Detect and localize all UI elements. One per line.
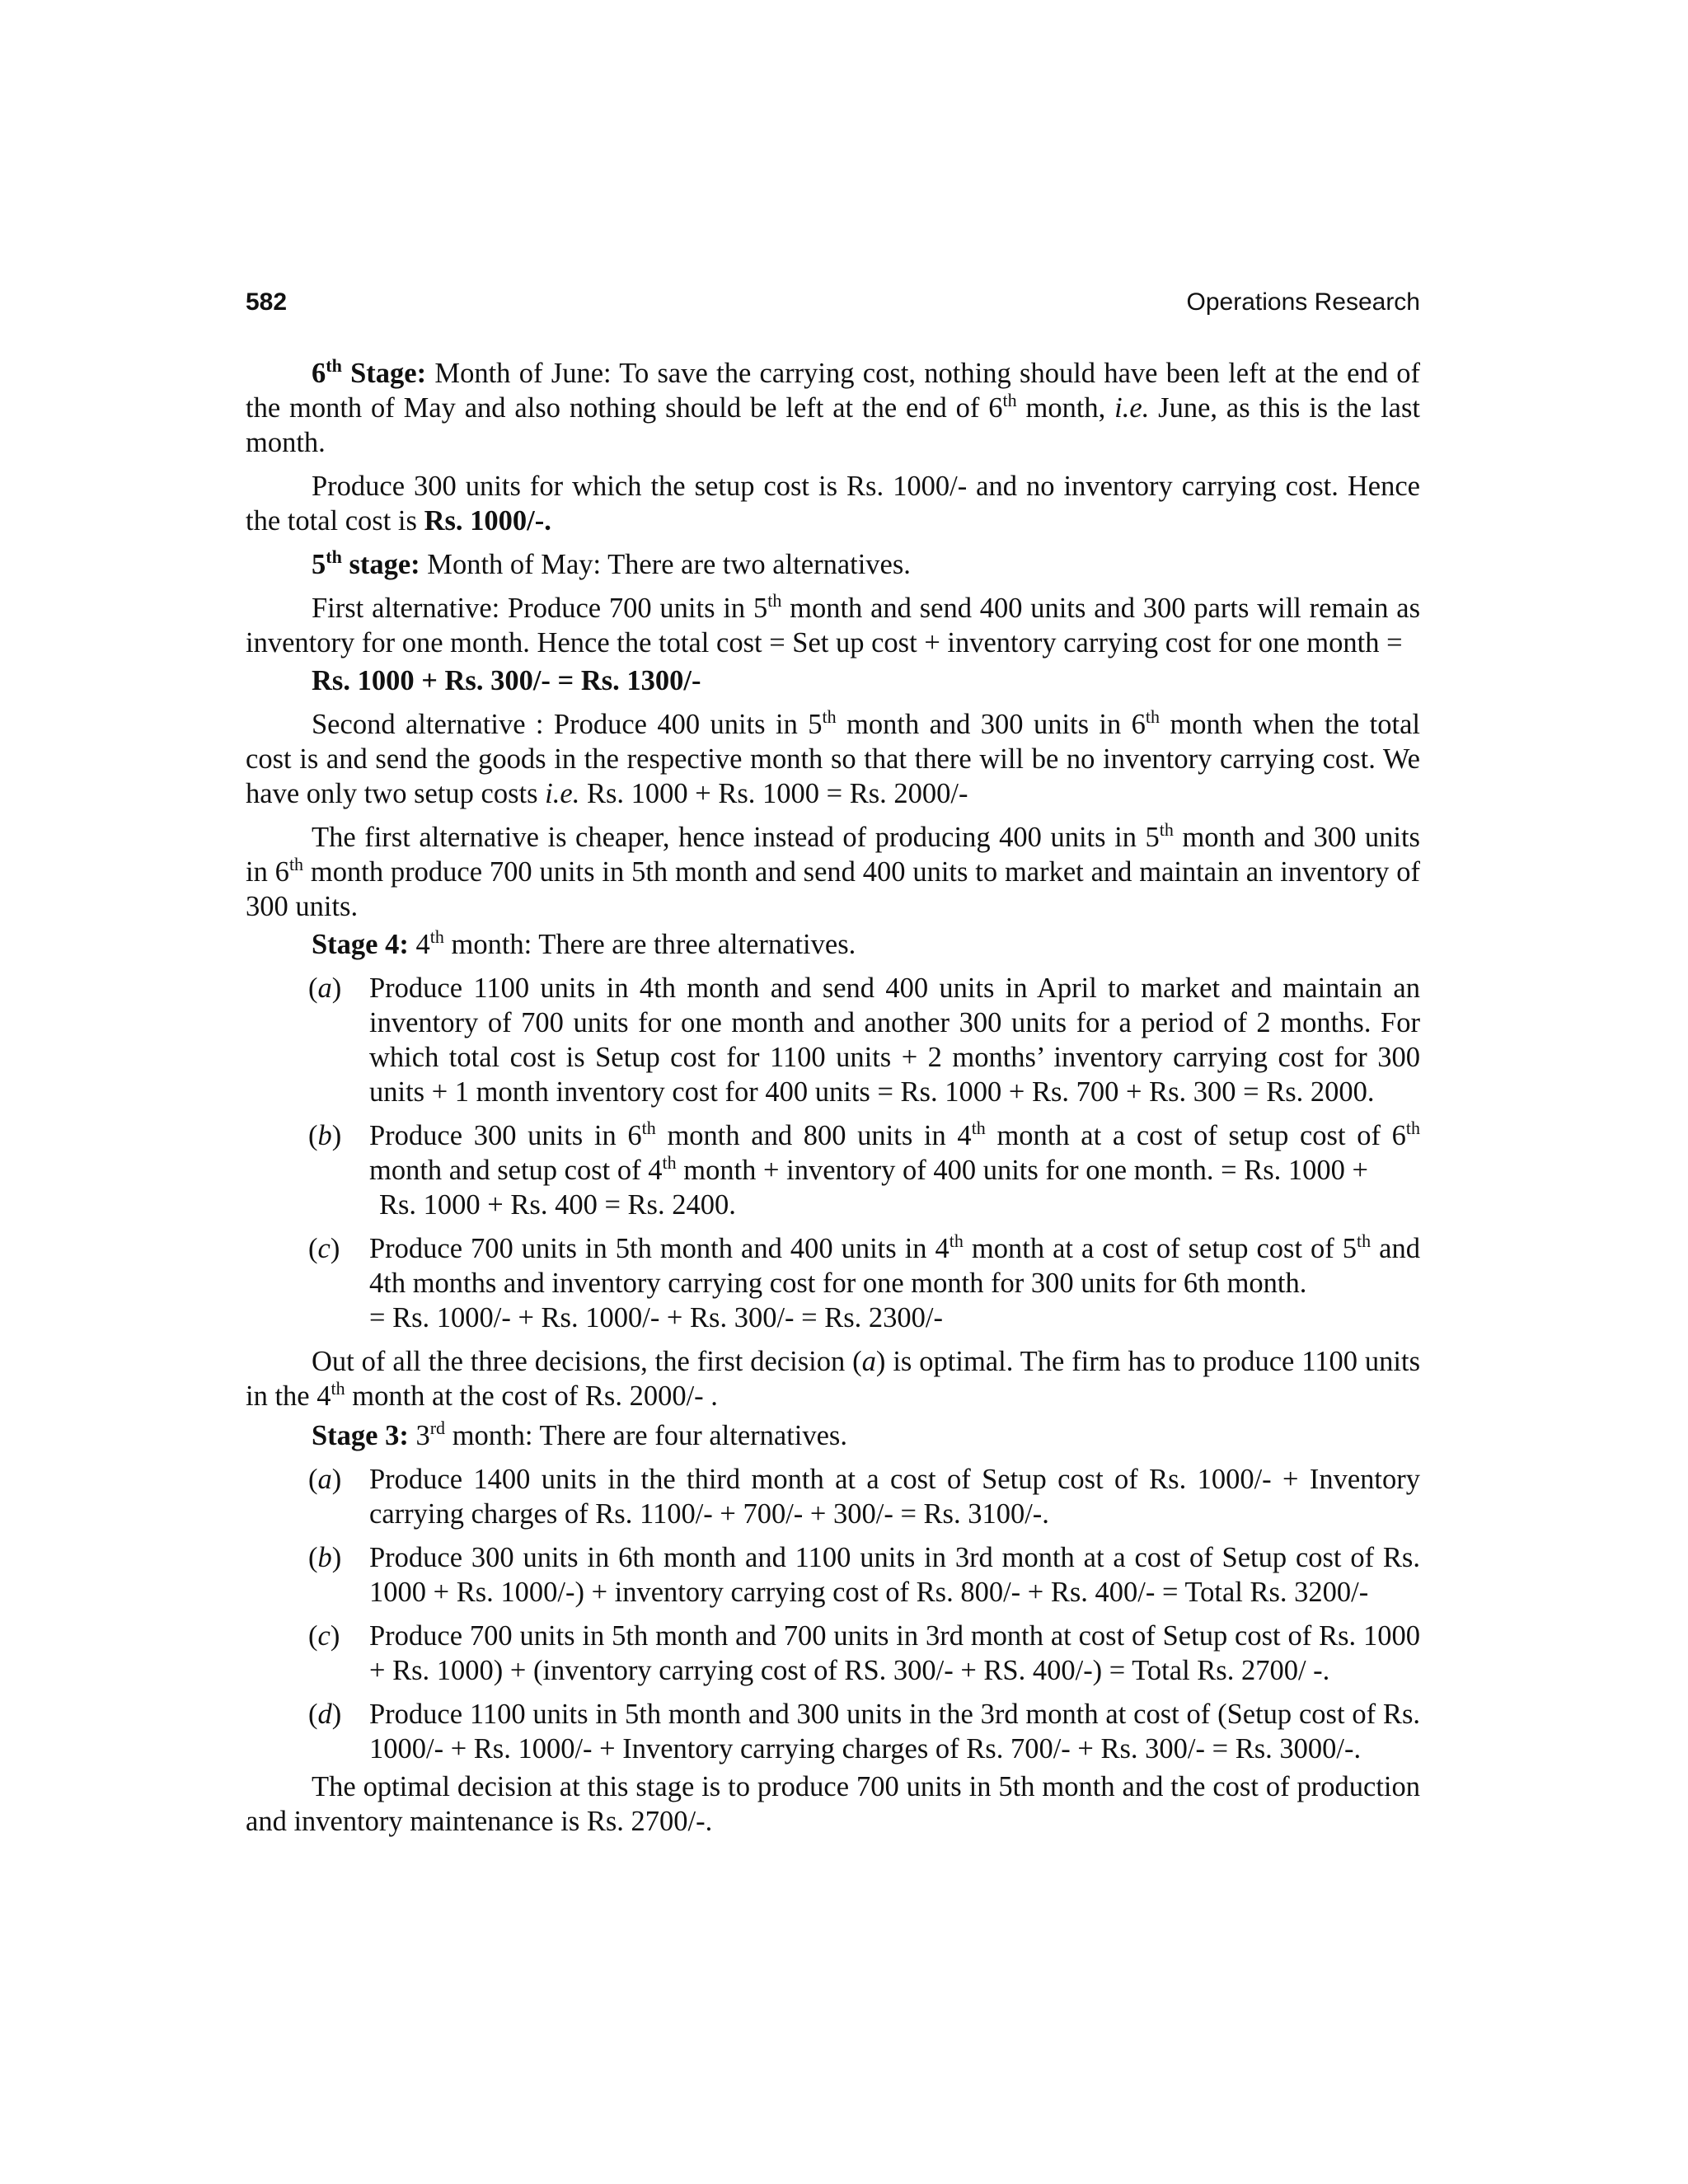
stage-word: stage:: [341, 549, 420, 580]
stage-number: 6: [312, 358, 326, 389]
text-run: Produce 300 units for which the setup cost is Rs. 1000/- and no inventory carrying cost. Hence the total cost is: [246, 471, 1420, 537]
text-run: Rs. 1000 + Rs. 1000 = Rs. 2000/-: [579, 778, 968, 809]
list-label: (b): [308, 1542, 342, 1573]
text-run: 4: [408, 929, 430, 960]
superscript: th: [949, 1230, 964, 1251]
list-label: (c): [308, 1620, 340, 1652]
stage-word: Stage:: [341, 358, 427, 389]
superscript: rd: [429, 1418, 446, 1438]
text-run: month at a cost of setup cost of 5: [963, 1233, 1357, 1264]
page-body: [246, 356, 1420, 1839]
paragraph-june-cost: [246, 469, 1420, 538]
superscript: th: [1002, 390, 1017, 410]
list-label-letter: c: [317, 1620, 331, 1652]
bold-total: Rs. 1000/-.: [424, 505, 551, 537]
list-label-letter: a: [317, 972, 332, 1004]
text-run: First alternative: Produce 700 units in 5: [312, 593, 768, 624]
list-item-text: Produce 700 units in 5th month and 700 units in 3rd month at cost of Setup cost of Rs. 1000 + Rs. 1000) + (inventory carrying cost of RS. 300/- + RS. 400/-) = Total Rs. 2700/ -.: [369, 1620, 1420, 1686]
superscript: th: [662, 1152, 677, 1173]
italic-ie: i.e.: [1114, 392, 1150, 424]
superscript: th: [767, 590, 782, 611]
text-run: 3: [408, 1420, 430, 1451]
list-item-stage4-c: [246, 1231, 1420, 1335]
list-label-letter: b: [317, 1120, 332, 1151]
stage-heading: [312, 355, 427, 389]
text-run: Produce 300 units in 6: [369, 1120, 642, 1151]
page-number: 582: [246, 288, 288, 316]
superscript: th: [1145, 706, 1160, 727]
list-label-letter: c: [317, 1233, 331, 1264]
list-item-text: Produce 1400 units in the third month at a cost of Setup cost of Rs. 1000/- + Inventory carrying charges of Rs. 1100/- + 700/- + 300/- = Rs. 3100/-.: [369, 1464, 1420, 1530]
paragraph-6th-stage: [246, 356, 1420, 460]
list-item-stage3-b: [246, 1540, 1420, 1610]
list-label-letter: d: [317, 1699, 332, 1730]
paragraph-optimal-stage4: [246, 1344, 1420, 1413]
text-run: Rs. 1000 + Rs. 400 = Rs. 2400.: [379, 1189, 736, 1221]
list-label: (d): [308, 1699, 342, 1730]
superscript: th: [1405, 1118, 1420, 1138]
list-item-text: Produce 300 units in 6th month and 1100 units in 3rd month at a cost of Setup cost of Rs. 1000 + Rs. 1000/-) + inventory carrying cost of Rs. 800/- + Rs. 400/- = Total Rs. 3200/-: [369, 1542, 1420, 1608]
stage-heading: [312, 546, 420, 580]
page-header: [246, 288, 1420, 321]
text-run: month,: [1016, 392, 1115, 424]
list-item-stage3-a: [246, 1462, 1420, 1531]
text-run: month and 300 units in 6: [836, 709, 1146, 740]
superscript: th: [641, 1118, 656, 1138]
text-run: month when the total cost is and send the goods in the respective month so that there will be no inventory carrying cost. We have only two setup costs: [246, 709, 1420, 809]
list-label: (a): [308, 1464, 342, 1495]
formula-1300: [246, 663, 1420, 698]
text-run: Out of all the three decisions, the first decision (: [312, 1346, 862, 1377]
list-item-text: Produce 1100 units in 4th month and send 400 units in April to market and maintain an inventory of 700 units for one month and another 300 units for a period of 2 months. For which total cost is Setup cost for 1100 units + 2 months’ inventory carrying cost for 300 units + 1 month inventory cost for 400 units = Rs. 1000 + Rs. 700 + Rs. 300 = Rs. 2000.: [369, 972, 1420, 1108]
text-run: month and setup cost of 4: [369, 1155, 663, 1186]
text-run: month at a cost of setup cost of 6: [985, 1120, 1406, 1151]
running-title: Operations Research: [1186, 288, 1420, 316]
text-run: June, as this is the last month.: [246, 392, 1420, 458]
text-run: Second alternative : Produce 400 units in 5: [312, 709, 823, 740]
text-run: month and 800 units in 4: [655, 1120, 972, 1151]
text-run: month at the cost of Rs. 2000/- .: [345, 1380, 718, 1412]
paragraph-5th-stage: [246, 547, 1420, 582]
text-run: month and 300 units in 6: [246, 822, 1420, 888]
superscript: th: [971, 1118, 986, 1138]
list-label-letter: a: [317, 1464, 332, 1495]
superscript: th: [1357, 1230, 1372, 1251]
list-item-stage4-a: [246, 971, 1420, 1109]
text-run: month produce 700 units in 5th month and send 400 units to market and maintain an inventory of 300 units.: [246, 856, 1420, 922]
text-run: Month of June: To save the carrying cost, nothing should have been left at the end of the month of May and also nothing should be left at the end of 6: [246, 358, 1420, 424]
text-run: The first alternative is cheaper, hence instead of producing 400 units in 5: [312, 822, 1160, 853]
list-item-text: Produce 1100 units in 5th month and 300 units in the 3rd month at cost of (Setup cost of Rs. 1000/- + Rs. 1000/- + Inventory carrying charges of Rs. 700/- + Rs. 300/- = Rs. 3000/-.: [369, 1699, 1420, 1765]
text-run: Produce 700 units in 5th month and 400 units in 4: [369, 1233, 950, 1264]
text-run: month + inventory of 400 units for one month. = Rs. 1000 +: [676, 1155, 1368, 1186]
superscript: th: [288, 854, 304, 874]
superscript: th: [326, 546, 342, 567]
stage-number: 5: [312, 549, 326, 580]
list-item-stage4-b: [246, 1118, 1420, 1222]
paragraph-stage-3: [246, 1418, 1420, 1453]
superscript: th: [429, 926, 444, 947]
text-run: month: There are four alternatives.: [445, 1420, 847, 1451]
text-run: = Rs. 1000/- + Rs. 1000/- + Rs. 300/- = Rs. 2300/-: [369, 1302, 943, 1333]
text-run: Month of May: There are two alternatives.: [420, 549, 911, 580]
stage-heading: Stage 4:: [312, 929, 409, 960]
list-label: (a): [308, 972, 342, 1004]
superscript: th: [326, 355, 342, 376]
superscript: th: [1159, 819, 1174, 840]
italic-letter: a: [861, 1346, 876, 1377]
list-item-stage3-d: [246, 1697, 1420, 1766]
bold-formula: Rs. 1000 + Rs. 300/- = Rs. 1300/-: [312, 665, 701, 696]
list-label-letter: b: [317, 1542, 332, 1573]
paragraph-second-alternative: [246, 707, 1420, 811]
paragraph-first-alternative: [246, 591, 1420, 660]
text-run: The optimal decision at this stage is to produce 700 units in 5th month and the cost of production and inventory maintenance is Rs. 2700/-.: [246, 1771, 1420, 1837]
paragraph-stage-4: [246, 927, 1420, 962]
superscript: th: [331, 1378, 345, 1399]
list-label: (c): [308, 1233, 340, 1264]
superscript: th: [822, 706, 837, 727]
list-label: (b): [308, 1120, 342, 1151]
stage-heading: Stage 3:: [312, 1420, 409, 1451]
text-run: and 4th months and inventory carrying cost for one month for 300 units for 6th month.: [369, 1233, 1420, 1299]
text-run: month and send 400 units and 300 parts will remain as inventory for one month. Hence the total cost = Set up cost + inventory carrying cost for one month =: [246, 593, 1421, 658]
text-run: ) is optimal. The firm has to produce 1100 units in the 4: [246, 1346, 1420, 1412]
text-run: month: There are three alternatives.: [443, 929, 856, 960]
paragraph-optimal-stage3: [246, 1769, 1420, 1839]
italic-ie: i.e.: [545, 778, 580, 809]
paragraph-cheaper-alternative: [246, 820, 1420, 924]
list-item-stage3-c: [246, 1619, 1420, 1688]
